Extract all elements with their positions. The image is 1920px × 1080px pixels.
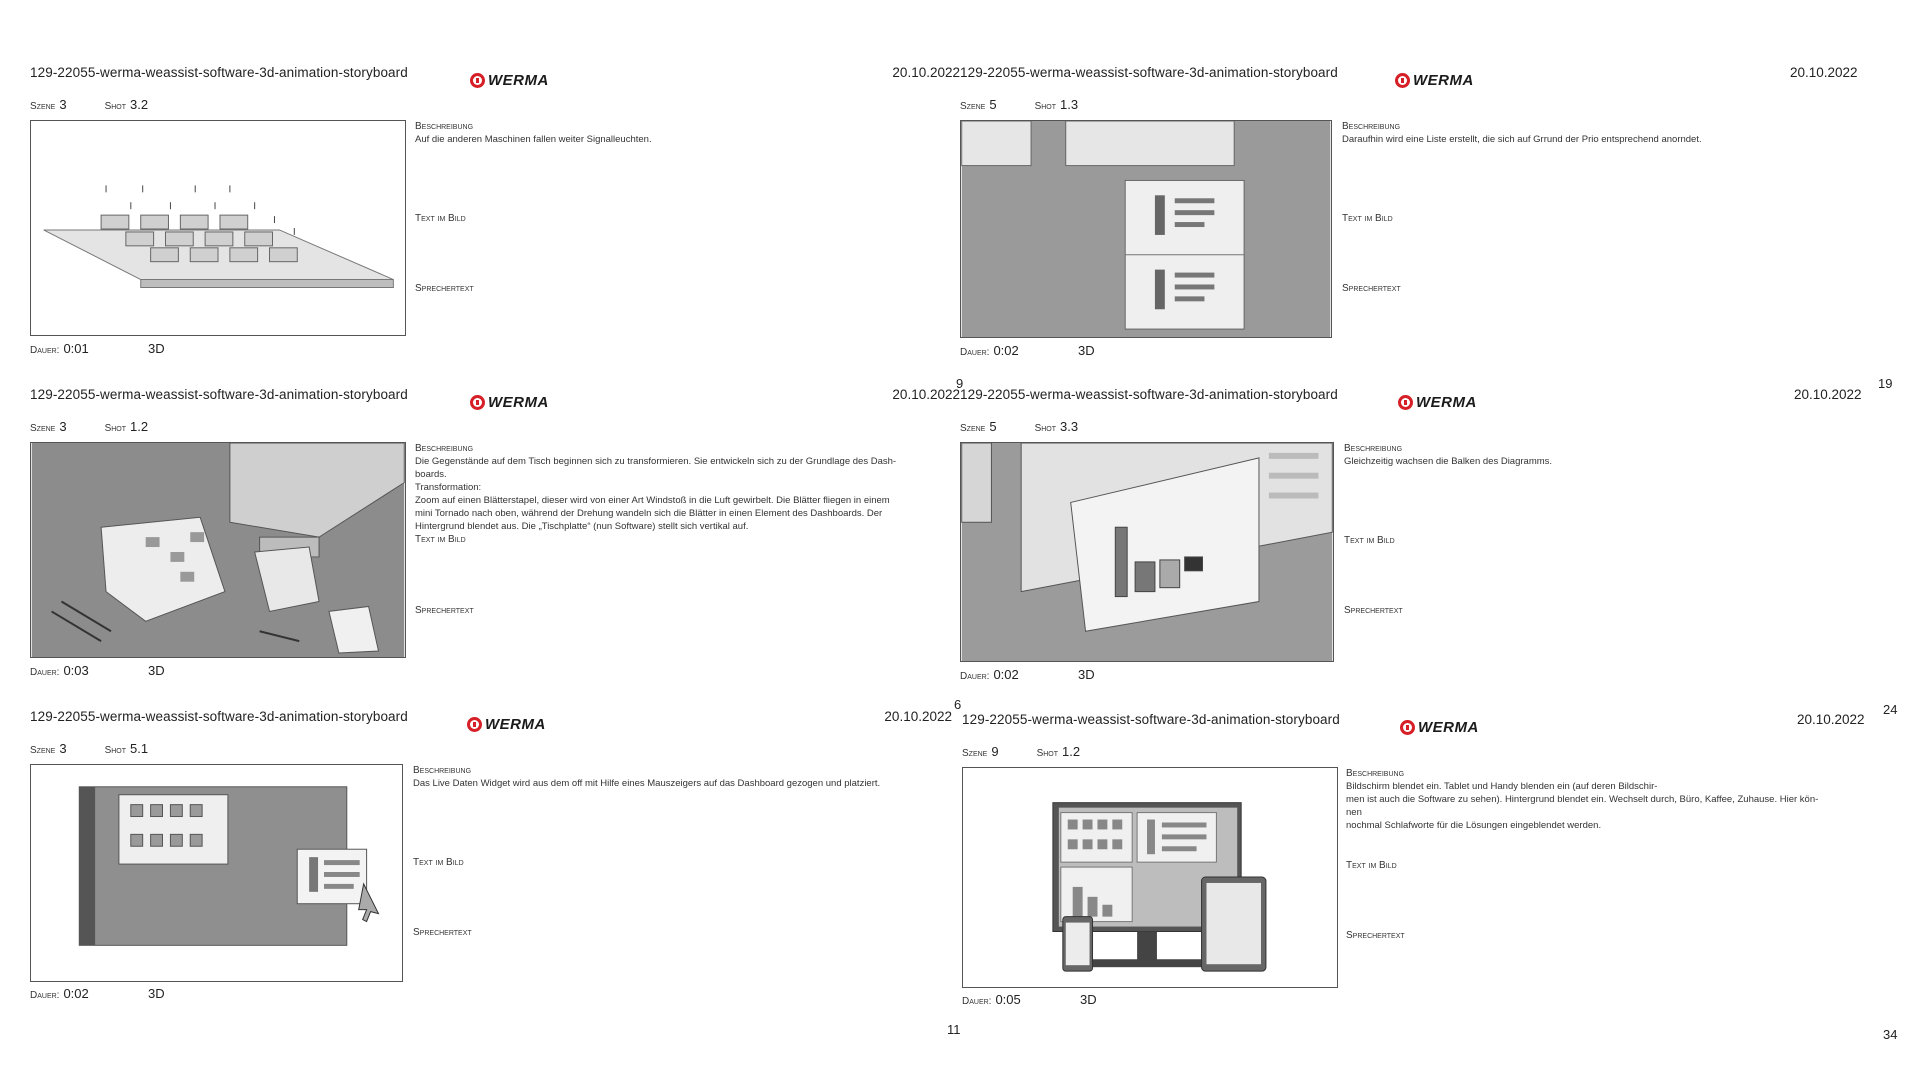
doc-date: 20.10.2022 bbox=[884, 709, 952, 724]
storyboard-frame bbox=[960, 120, 1332, 338]
doc-date: 20.10.2022 bbox=[892, 65, 960, 80]
duration: Dauer: 0:03 3D bbox=[30, 663, 165, 678]
werma-logo-icon bbox=[470, 395, 485, 410]
duration: Dauer: 0:05 3D bbox=[962, 992, 1097, 1007]
speaker-text-label: Sprechertext bbox=[1342, 283, 1401, 294]
doc-title: 129-22055-werma-weassist-software-3d-animation-storyboard bbox=[30, 387, 408, 402]
storyboard-panel bbox=[962, 712, 1882, 1032]
sketch-priority-list bbox=[961, 121, 1331, 337]
duration: Dauer: 0:02 3D bbox=[30, 986, 165, 1001]
page-number: 34 bbox=[1883, 1027, 1898, 1042]
storyboard-panel bbox=[960, 387, 1880, 707]
scene-shot: Szene 9 Shot 1.2 bbox=[962, 744, 1081, 759]
description-block: Beschreibung Die Gegenstände auf dem Tisch beginnen sich zu transformieren. Sie entwickeln sich zu der Grundlage des Dash- boards. Transformation: Zoom auf einen Blätterstapel, dieser wird von einer Art Windstoß in die Luft gewirbelt. Die Blätter fliegen in einem mini Tornado nach oben, während der Drehung wandeln sich die Blätter in einen Element des Dashboards. Der Hintergrund blendet aus. Die „Tischplatte“ (nun Software) stellt sich vertikal auf. Text im Bild bbox=[415, 443, 897, 545]
doc-date: 20.10.2022 bbox=[892, 387, 960, 402]
sketch-growing-bar-chart bbox=[961, 443, 1333, 661]
scene-shot: Szene 3 Shot 5.1 bbox=[30, 741, 149, 756]
werma-logo-icon bbox=[470, 73, 485, 88]
speaker-text-label: Sprechertext bbox=[415, 605, 474, 616]
speaker-text-label: Sprechertext bbox=[1344, 605, 1403, 616]
doc-date: 20.10.2022 bbox=[1790, 65, 1858, 80]
duration: Dauer: 0:01 3D bbox=[30, 341, 165, 356]
werma-logo: WERMA bbox=[1395, 71, 1474, 89]
sketch-live-data-widget bbox=[31, 765, 402, 981]
text-in-image-label: Text im Bild bbox=[415, 213, 466, 224]
scene-shot: Szene 3 Shot 1.2 bbox=[30, 419, 149, 434]
page-number: 6 bbox=[954, 697, 962, 712]
speaker-text-label: Sprechertext bbox=[1346, 930, 1405, 941]
speaker-text-label: Sprechertext bbox=[413, 927, 472, 938]
storyboard-frame bbox=[30, 764, 403, 982]
werma-logo-icon bbox=[1400, 720, 1415, 735]
scene-shot: Szene 3 Shot 3.2 bbox=[30, 97, 149, 112]
werma-logo-icon bbox=[467, 717, 482, 732]
storyboard-frame bbox=[962, 767, 1338, 988]
doc-date: 20.10.2022 bbox=[1797, 712, 1865, 727]
werma-logo: WERMA bbox=[1398, 393, 1477, 411]
text-in-image-label: Text im Bild bbox=[1344, 535, 1395, 546]
doc-title: 129-22055-werma-weassist-software-3d-animation-storyboard bbox=[962, 712, 1340, 727]
werma-logo-icon bbox=[1395, 73, 1410, 88]
doc-title: 129-22055-werma-weassist-software-3d-animation-storyboard bbox=[30, 709, 408, 724]
storyboard-panel bbox=[30, 709, 950, 1029]
werma-logo-icon bbox=[1398, 395, 1413, 410]
sketch-machines-on-table bbox=[31, 121, 405, 335]
speaker-text-label: Sprechertext bbox=[415, 283, 474, 294]
page-number: 19 bbox=[1878, 376, 1893, 391]
werma-logo: WERMA bbox=[470, 393, 549, 411]
description-block: Beschreibung Daraufhin wird eine Liste erstellt, die sich auf Grrund der Prio entsprechend anorndet. bbox=[1342, 121, 1702, 145]
sketch-devices-software bbox=[963, 768, 1337, 987]
text-in-image-label: Text im Bild bbox=[1346, 860, 1397, 871]
duration: Dauer: 0:02 3D bbox=[960, 667, 1095, 682]
storyboard-panel bbox=[30, 65, 960, 385]
doc-date: 20.10.2022 bbox=[1794, 387, 1862, 402]
description-block: Beschreibung Bildschirm blendet ein. Tablet und Handy blenden ein (auf deren Bildschir- men ist auch die Software zu sehen). Hintergrund blendet ein. Wechselt durch, Büro, Kaffee, Zuhause. Hier kön- nen nochmal Schlafworte für die Lösungen eingeblendet werden. bbox=[1346, 768, 1819, 831]
storyboard-frame bbox=[30, 120, 406, 336]
storyboard-panel bbox=[30, 387, 960, 707]
werma-logo: WERMA bbox=[470, 71, 549, 89]
description-block: Beschreibung Das Live Daten Widget wird aus dem off mit Hilfe eines Mauszeigers auf das Dashboard gezogen und platziert. bbox=[413, 765, 881, 789]
description-block: Beschreibung Gleichzeitig wachsen die Balken des Diagramms. bbox=[1344, 443, 1553, 467]
scene-shot: Szene 5 Shot 1.3 bbox=[960, 97, 1079, 112]
storyboard-frame bbox=[960, 442, 1334, 662]
werma-logo: WERMA bbox=[1400, 718, 1479, 736]
description-block: Beschreibung Auf die anderen Maschinen fallen weiter Signalleuchten. bbox=[415, 121, 652, 145]
duration: Dauer: 0:02 3D bbox=[960, 343, 1095, 358]
text-in-image-label: Text im Bild bbox=[1342, 213, 1393, 224]
scene-shot: Szene 5 Shot 3.3 bbox=[960, 419, 1079, 434]
storyboard-frame bbox=[30, 442, 406, 658]
storyboard-panel bbox=[960, 65, 1880, 385]
werma-logo: WERMA bbox=[467, 715, 546, 733]
page-number: 24 bbox=[1883, 702, 1898, 717]
doc-title: 129-22055-werma-weassist-software-3d-animation-storyboard bbox=[960, 65, 1338, 80]
page-number: 11 bbox=[947, 1022, 961, 1037]
doc-title: 129-22055-werma-weassist-software-3d-animation-storyboard bbox=[960, 387, 1338, 402]
page-number: 9 bbox=[956, 376, 964, 391]
text-in-image-label: Text im Bild bbox=[413, 857, 464, 868]
doc-title: 129-22055-werma-weassist-software-3d-animation-storyboard bbox=[30, 65, 408, 80]
sketch-papers-on-desk bbox=[31, 443, 405, 657]
